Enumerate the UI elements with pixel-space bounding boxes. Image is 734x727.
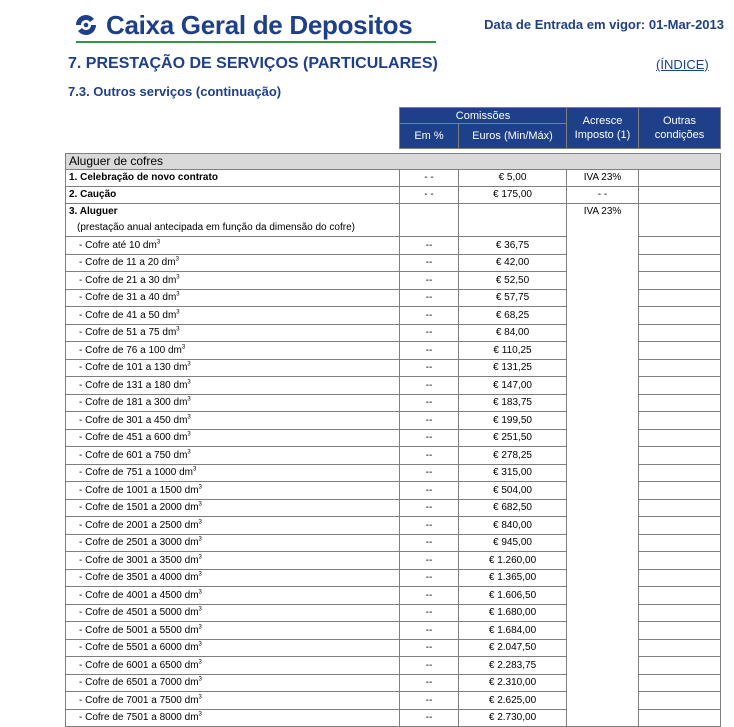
box-size-unit-exp: 3 xyxy=(187,379,191,386)
row-tax: IVA 23% xyxy=(567,170,639,187)
box-other xyxy=(639,255,721,272)
box-size-unit: dm xyxy=(184,695,199,706)
box-size-unit-exp: 3 xyxy=(198,536,202,543)
box-size-unit: dm xyxy=(142,240,157,251)
box-size-unit: dm xyxy=(173,432,188,443)
box-size-text: - Cofre de 76 a 100 xyxy=(79,345,168,356)
box-size-unit: dm xyxy=(184,712,199,723)
box-euros: € 2.283,75 xyxy=(459,657,567,675)
header-other: Outras condições xyxy=(639,108,721,149)
box-size-text: - Cofre até 10 xyxy=(79,240,143,251)
cgd-logo-icon xyxy=(70,10,102,40)
box-other xyxy=(639,465,721,482)
box-size-text: - Cofre de 4501 a 5000 xyxy=(79,607,185,618)
box-size-text: - Cofre de 2501 a 3000 xyxy=(79,537,185,548)
box-size-text: - Cofre de 1501 a 2000 xyxy=(79,502,185,513)
box-pct: -- xyxy=(400,517,459,535)
box-euros: € 2.625,00 xyxy=(459,692,567,710)
box-size-text: - Cofre de 751 a 1000 xyxy=(79,467,180,478)
box-size-unit: dm xyxy=(184,590,199,601)
box-size-unit: dm xyxy=(162,275,177,286)
box-pct: -- xyxy=(400,447,459,465)
box-size-unit: dm xyxy=(184,677,199,688)
box-euros: € 84,00 xyxy=(459,325,567,342)
box-euros: € 183,75 xyxy=(459,395,567,412)
box-size-text: - Cofre de 601 a 750 xyxy=(79,450,174,461)
box-size-unit: dm xyxy=(173,450,188,461)
box-size-unit-exp: 3 xyxy=(192,466,197,473)
box-other xyxy=(639,640,721,657)
box-size-unit-exp: 3 xyxy=(187,449,191,456)
box-size-unit: dm xyxy=(173,380,188,391)
box-size-label xyxy=(66,272,400,290)
box-pct: -- xyxy=(400,710,459,727)
box-other xyxy=(639,657,721,675)
logo-underline xyxy=(76,41,436,43)
box-size-unit-exp: 3 xyxy=(198,606,202,613)
box-other xyxy=(639,675,721,692)
subsection-title: 7.3. Outros serviços (continuação) xyxy=(68,84,282,99)
box-size-unit-exp: 3 xyxy=(198,659,202,666)
box-other xyxy=(639,605,721,622)
box-size-label xyxy=(66,465,400,482)
box-size-label xyxy=(66,412,400,430)
box-euros: € 57,75 xyxy=(459,290,567,307)
box-size-label xyxy=(66,325,400,342)
box-size-label xyxy=(66,290,400,307)
box-size-text: - Cofre de 21 a 30 xyxy=(79,275,163,286)
box-other xyxy=(639,395,721,412)
box-size-unit: dm xyxy=(184,607,199,618)
box-size-label xyxy=(66,482,400,500)
box-pct: -- xyxy=(400,465,459,482)
box-size-label xyxy=(66,535,400,552)
box-size-text: - Cofre de 31 a 40 xyxy=(79,292,163,303)
box-size-text: - Cofre de 181 a 300 xyxy=(79,397,174,408)
header-tax: Acresce Imposto (1) xyxy=(567,108,639,149)
box-size-text: - Cofre de 5001 a 5500 xyxy=(79,625,185,636)
box-pct: -- xyxy=(400,535,459,552)
box-size-text: - Cofre de 131 a 180 xyxy=(79,380,174,391)
row-other xyxy=(639,204,721,237)
box-size-label xyxy=(66,500,400,517)
box-size-unit-exp: 3 xyxy=(198,519,202,526)
box-size-label xyxy=(66,237,400,255)
box-euros: € 1.684,00 xyxy=(459,622,567,640)
box-other xyxy=(639,377,721,395)
box-pct: -- xyxy=(400,272,459,290)
box-size-label xyxy=(66,640,400,657)
box-size-label xyxy=(66,587,400,605)
box-size-text: - Cofre de 101 a 130 xyxy=(79,362,174,373)
box-euros: € 1.260,00 xyxy=(459,552,567,570)
box-euros: € 278,25 xyxy=(459,447,567,465)
box-euros: € 131,25 xyxy=(459,360,567,377)
rent-tax: IVA 23% xyxy=(567,204,639,727)
box-pct: -- xyxy=(400,657,459,675)
box-size-unit-exp: 3 xyxy=(187,431,191,438)
box-size-text: - Cofre de 5501 a 6000 xyxy=(79,642,185,653)
box-size-text: - Cofre de 451 a 600 xyxy=(79,432,174,443)
box-pct: -- xyxy=(400,500,459,517)
box-size-text: - Cofre de 301 a 450 xyxy=(79,415,174,426)
box-size-unit-exp: 3 xyxy=(181,344,186,351)
box-size-unit: dm xyxy=(179,467,193,478)
box-size-unit-exp: 3 xyxy=(198,501,202,508)
box-pct: -- xyxy=(400,570,459,587)
row-other xyxy=(639,170,721,187)
box-size-unit: dm xyxy=(162,292,177,303)
box-size-unit: dm xyxy=(184,660,199,671)
row-pct: - - xyxy=(400,187,459,204)
row-label xyxy=(66,204,400,237)
box-size-text: - Cofre de 7001 a 7500 xyxy=(79,695,185,706)
box-size-text: - Cofre de 11 a 20 xyxy=(79,257,162,268)
box-pct: -- xyxy=(400,605,459,622)
box-other xyxy=(639,325,721,342)
box-other xyxy=(639,710,721,727)
box-size-unit-exp: 3 xyxy=(187,396,191,403)
box-size-unit-exp: 3 xyxy=(198,641,202,648)
box-size-text: - Cofre de 6501 a 7000 xyxy=(79,677,185,688)
box-size-label xyxy=(66,255,400,272)
header-pct: Em % xyxy=(400,124,459,149)
entry-date: Data de Entrada em vigor: 01-Mar-2013 xyxy=(484,17,724,32)
row-pct xyxy=(400,204,459,237)
box-size-label xyxy=(66,447,400,465)
row-euros xyxy=(459,204,567,237)
box-other xyxy=(639,342,721,360)
box-size-label xyxy=(66,307,400,325)
box-euros: € 199,50 xyxy=(459,412,567,430)
box-other xyxy=(639,500,721,517)
box-size-unit-exp: 3 xyxy=(198,711,202,718)
box-euros: € 110,25 xyxy=(459,342,567,360)
box-size-label xyxy=(66,570,400,587)
box-pct: -- xyxy=(400,377,459,395)
box-pct: -- xyxy=(400,342,459,360)
box-size-unit-exp: 3 xyxy=(175,256,179,263)
box-size-label xyxy=(66,377,400,395)
box-other xyxy=(639,517,721,535)
box-size-unit: dm xyxy=(173,397,188,408)
box-size-unit-exp: 3 xyxy=(198,589,202,596)
box-size-label xyxy=(66,342,400,360)
table-row xyxy=(66,170,721,187)
box-other xyxy=(639,535,721,552)
box-other xyxy=(639,447,721,465)
box-size-label xyxy=(66,605,400,622)
box-size-label xyxy=(66,710,400,727)
box-pct: -- xyxy=(400,640,459,657)
box-size-label xyxy=(66,552,400,570)
box-size-unit: dm xyxy=(184,555,199,566)
box-pct: -- xyxy=(400,395,459,412)
box-size-unit-exp: 3 xyxy=(187,414,191,421)
header-commissions: Comissões xyxy=(400,108,567,124)
box-euros: € 42,00 xyxy=(459,255,567,272)
box-size-unit: dm xyxy=(184,572,199,583)
box-size-unit: dm xyxy=(162,310,177,321)
box-other xyxy=(639,412,721,430)
box-euros: € 504,00 xyxy=(459,482,567,500)
box-size-unit: dm xyxy=(161,257,176,268)
box-size-unit-exp: 3 xyxy=(198,624,202,631)
row-pct: - - xyxy=(400,170,459,187)
box-other xyxy=(639,587,721,605)
box-size-unit-exp: 3 xyxy=(187,361,191,368)
box-size-unit: dm xyxy=(173,415,188,426)
box-pct: -- xyxy=(400,325,459,342)
box-pct: -- xyxy=(400,255,459,272)
box-other xyxy=(639,552,721,570)
row-euros: € 5,00 xyxy=(459,170,567,187)
box-size-unit: dm xyxy=(184,485,199,496)
box-size-text: - Cofre de 7501 a 8000 xyxy=(79,712,185,723)
box-size-unit-exp: 3 xyxy=(198,554,202,561)
box-pct: -- xyxy=(400,482,459,500)
box-euros: € 1.680,00 xyxy=(459,605,567,622)
box-pct: -- xyxy=(400,290,459,307)
box-size-text: - Cofre de 6001 a 6500 xyxy=(79,660,185,671)
box-size-unit-exp: 3 xyxy=(198,484,202,491)
box-euros: € 2.047,50 xyxy=(459,640,567,657)
box-size-unit: dm xyxy=(184,537,199,548)
box-size-unit-exp: 3 xyxy=(176,291,180,298)
box-size-unit-exp: 3 xyxy=(198,571,202,578)
box-other xyxy=(639,482,721,500)
box-euros: € 68,25 xyxy=(459,307,567,325)
box-size-label xyxy=(66,360,400,377)
box-euros: € 251,50 xyxy=(459,430,567,447)
box-size-unit-exp: 3 xyxy=(176,309,180,316)
box-size-label xyxy=(66,622,400,640)
box-euros: € 1.606,50 xyxy=(459,587,567,605)
box-size-text: - Cofre de 2001 a 2500 xyxy=(79,520,185,531)
table-row xyxy=(66,204,721,237)
box-other xyxy=(639,237,721,255)
box-size-unit-exp: 3 xyxy=(156,239,161,246)
box-size-label xyxy=(66,657,400,675)
box-pct: -- xyxy=(400,692,459,710)
box-size-unit: dm xyxy=(184,625,199,636)
box-size-unit-exp: 3 xyxy=(176,326,180,333)
box-pct: -- xyxy=(400,675,459,692)
box-euros: € 2.730,00 xyxy=(459,710,567,727)
box-size-text: - Cofre de 41 a 50 xyxy=(79,310,163,321)
index-link[interactable]: (ÍNDICE) xyxy=(656,57,709,72)
row-label: 1. Celebração de novo contrato xyxy=(66,170,400,187)
box-size-unit: dm xyxy=(184,642,199,653)
box-pct: -- xyxy=(400,412,459,430)
box-size-label xyxy=(66,675,400,692)
box-pct: -- xyxy=(400,237,459,255)
box-other xyxy=(639,430,721,447)
box-other xyxy=(639,290,721,307)
box-euros: € 315,00 xyxy=(459,465,567,482)
box-pct: -- xyxy=(400,622,459,640)
box-size-text: - Cofre de 1001 a 1500 xyxy=(79,485,185,496)
box-euros: € 52,50 xyxy=(459,272,567,290)
box-euros: € 2.310,00 xyxy=(459,675,567,692)
box-size-text: - Cofre de 51 a 75 xyxy=(79,327,163,338)
box-pct: -- xyxy=(400,430,459,447)
box-other xyxy=(639,622,721,640)
box-euros: € 1.365,00 xyxy=(459,570,567,587)
table-row xyxy=(66,187,721,204)
box-size-label xyxy=(66,395,400,412)
box-euros: € 682,50 xyxy=(459,500,567,517)
box-size-unit-exp: 3 xyxy=(198,694,202,701)
fees-table xyxy=(65,107,721,727)
row-euros: € 175,00 xyxy=(459,187,567,204)
box-other xyxy=(639,307,721,325)
box-size-unit: dm xyxy=(162,327,177,338)
box-pct: -- xyxy=(400,307,459,325)
box-size-text: - Cofre de 3001 a 3500 xyxy=(79,555,185,566)
box-pct: -- xyxy=(400,360,459,377)
box-size-text: - Cofre de 4001 a 4500 xyxy=(79,590,185,601)
box-size-unit-exp: 3 xyxy=(198,676,202,683)
box-size-text: - Cofre de 3501 a 4000 xyxy=(79,572,185,583)
box-euros: € 945,00 xyxy=(459,535,567,552)
rent-title: 3. Aluguer xyxy=(69,206,118,217)
box-pct: -- xyxy=(400,587,459,605)
box-size-label xyxy=(66,517,400,535)
box-pct: -- xyxy=(400,552,459,570)
row-other xyxy=(639,187,721,204)
header-euros: Euros (Min/Máx) xyxy=(459,124,567,149)
brand-name: Caixa Geral de Depositos xyxy=(106,10,413,40)
box-other xyxy=(639,360,721,377)
box-size-unit: dm xyxy=(173,362,188,373)
box-size-unit: dm xyxy=(167,345,182,356)
box-other xyxy=(639,570,721,587)
box-other xyxy=(639,272,721,290)
row-label: 2. Caução xyxy=(66,187,400,204)
section-title: 7. PRESTAÇÃO DE SERVIÇOS (PARTICULARES) xyxy=(68,55,438,72)
box-size-unit: dm xyxy=(184,520,199,531)
row-tax: - - xyxy=(567,187,639,204)
box-size-label xyxy=(66,430,400,447)
box-size-unit: dm xyxy=(184,502,199,513)
cgd-logo xyxy=(70,10,412,40)
rent-note: (prestação anual antecipada em função da dimensão do cofre) xyxy=(77,222,355,233)
box-euros: € 36,75 xyxy=(459,237,567,255)
box-size-unit-exp: 3 xyxy=(176,274,180,281)
box-euros: € 840,00 xyxy=(459,517,567,535)
box-euros: € 147,00 xyxy=(459,377,567,395)
group-title: Aluguer de cofres xyxy=(66,154,721,170)
